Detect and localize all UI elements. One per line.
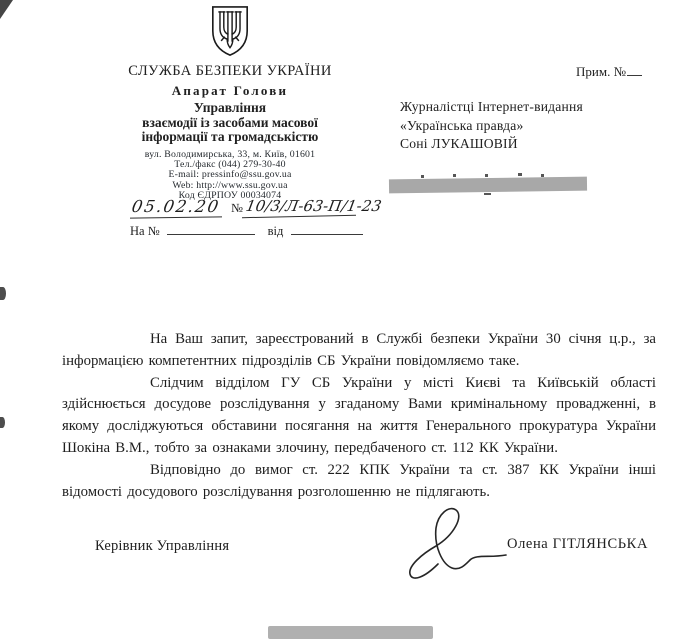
redacted-recipient-address [389,170,587,196]
recipient-line: «Українська правда» [400,117,524,133]
reply-reference-line [130,222,363,239]
org-name: СЛУЖБА БЕЗПЕКИ УКРАЇНИ [128,63,332,79]
reply-number-blank [167,222,255,235]
department-line: інформації та громадськістю [141,129,319,144]
body-paragraph: На Ваш запит, зареєстрований в Службі безпеки України 30 січня ц.р., за інформацією компетентних підрозділів СБ України повідомляємо таке. [62,331,656,369]
department-line: взаємодії із засобами масової [142,114,318,130]
scan-artifact [518,173,522,176]
org-edrpou: Код ЄДРПОУ 00034074 [178,190,282,202]
recipient-line: Журналістці Інтернет-видання [400,99,583,114]
signer-position: Керівник Управління [95,538,230,554]
org-web: Web: http://www.ssu.gov.ua [172,179,288,191]
reply-from-label: від [267,224,284,238]
org-address: вул. Володимирська, 33, м. Київ, 01601 [144,148,316,160]
scan-artifact-corner [0,0,13,19]
redacted-footer-note [268,626,433,639]
recipient-line: Соні ЛУКАШОВІЙ [400,136,518,152]
reply-to-label: На № [130,224,160,238]
org-phone: Тел./факс (044) 279-30-40 [174,158,286,170]
handwritten-signature [386,502,521,587]
tryzub-shield-emblem-icon [209,5,251,57]
scan-artifact-edge [0,287,6,300]
signer-name: Олена ГІТЛЯНСЬКА [507,536,649,552]
handwritten-date: 05.02.20 [130,197,222,216]
scan-artifact [453,174,456,177]
number-sign: № [231,201,243,215]
number-underline [242,215,356,219]
scan-artifact-edge [0,417,5,428]
copy-number-blank [627,62,642,76]
date-underline [130,216,222,219]
letter-body [62,329,656,503]
scan-artifact [484,193,491,195]
redaction-bar [389,177,587,194]
letterhead [90,5,370,202]
copy-number-label: Прим. № [576,64,626,79]
body-paragraph: Відповідно до вимог ст. 222 КПК України та ст. 387 КК України інші відомості досудового розслідування розголошенню не підлягають. [62,461,656,500]
org-email: E-mail: pressinfo@ssu.gov.ua [168,169,292,181]
body-paragraph: Слідчим відділом ГУ СБ України у місті Києві та Київській області здійснюється досудове розслідування у згаданому Вами кримінальному провадженні, в якому досліджуються обставини посягання на життя Генерального прокуратура України Шокіна В.М., тобто за ознаками злочину, передбаченого ст. 112 КК України. [62,374,656,456]
department-line: Управління [193,100,267,115]
copy-number-note [576,62,642,80]
handwritten-outgoing-number: 10/3/Л-63-П/1-23 [244,197,384,215]
scan-artifact [421,175,424,178]
scan-artifact [485,174,488,177]
recipient-block [400,98,583,154]
org-office: Апарат Голови [171,83,289,98]
reply-date-blank [291,222,363,235]
